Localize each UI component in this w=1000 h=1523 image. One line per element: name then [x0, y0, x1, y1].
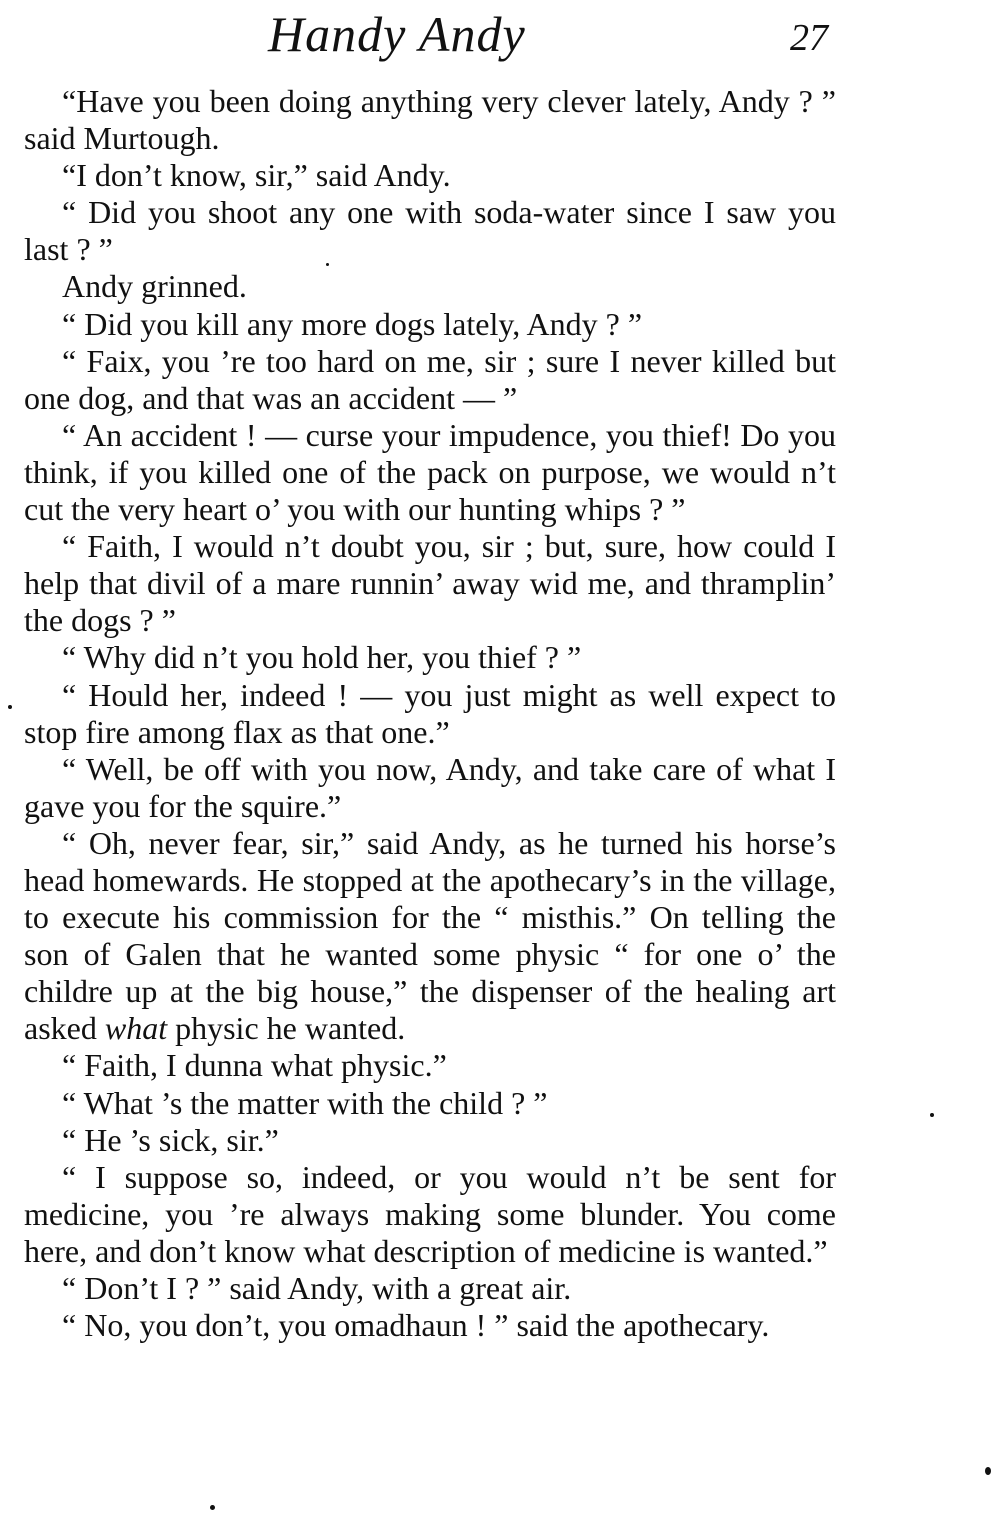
paragraph: “ I suppose so, indeed, or you would n’t be sent for medicine, you ’re always making some blunder. You come here, and don’t know what description of medicine is wanted.”: [24, 1158, 836, 1269]
paragraph-tail: physic he wanted.: [175, 1010, 406, 1047]
paragraph: “I don’t know, sir,” said Andy.: [62, 157, 451, 194]
running-title: Handy Andy: [268, 6, 526, 62]
paragraph: “ Hould her, indeed ! — you just might as well expect to stop fire among flax as that one.”: [24, 676, 836, 750]
paragraph: “ What ’s the matter with the child ? ”: [62, 1084, 548, 1121]
ink-speck: [8, 705, 12, 709]
ink-speck: [326, 263, 329, 266]
page-number: 27: [790, 17, 828, 59]
paragraph: “ Faix, you ’re too hard on me, sir ; sure I never killed but one dog, and that was an accident — ”: [24, 342, 836, 416]
paragraph: “ Faith, I dunna what physic.”: [62, 1047, 447, 1084]
paragraph: Andy grinned.: [62, 268, 247, 305]
body-text: [24, 83, 836, 1344]
paragraph: “Have you been doing anything very clever lately, Andy ? ” said Murtough.: [24, 83, 836, 157]
paragraph: “ Did you kill any more dogs lately, Andy ? ”: [62, 305, 643, 342]
paragraph-text: “ Oh, never fear, sir,” said Andy, as he turned his horse’s head homewards. He stopped at the apothecary’s in the village, to execute his commission for the “ misthis.” On telling the son of Galen that he wanted some physic “ for one o’ the childre up at the big house,” the dispenser of the healing art asked: [24, 824, 836, 1047]
paragraph: “ Well, be off with you now, Andy, and take care of what I gave you for the squire.”: [24, 750, 836, 824]
ink-speck: [985, 1467, 991, 1475]
ink-speck: [210, 1505, 215, 1510]
paragraph: “ Don’t I ? ” said Andy, with a great air.: [62, 1270, 572, 1306]
paragraph: “ Faith, I would n’t doubt you, sir ; but, sure, how could I help that divil of a mare runnin’ away wid me, and thramplin’ the dogs ? ”: [24, 528, 836, 639]
paragraph: “ Did you shoot any one with soda-water since I saw you last ? ”: [24, 194, 836, 268]
paragraph: “ No, you don’t, you omadhaun ! ” said the apothecary.: [62, 1307, 770, 1344]
paragraph: “ He ’s sick, sir.”: [62, 1121, 279, 1158]
paragraph-with-emphasis: [24, 825, 836, 1048]
emphasized-word: what: [104, 1010, 168, 1047]
paragraph: “ Why did n’t you hold her, you thief ? ”: [62, 639, 582, 676]
paragraph: “ An accident ! — curse your impudence, you thief! Do you think, if you killed one of the pack on purpose, we would n’t cut the very heart o’ you with our hunting whips ? ”: [24, 416, 836, 528]
page-header: [0, 4, 1000, 64]
ink-speck: [930, 1113, 934, 1117]
